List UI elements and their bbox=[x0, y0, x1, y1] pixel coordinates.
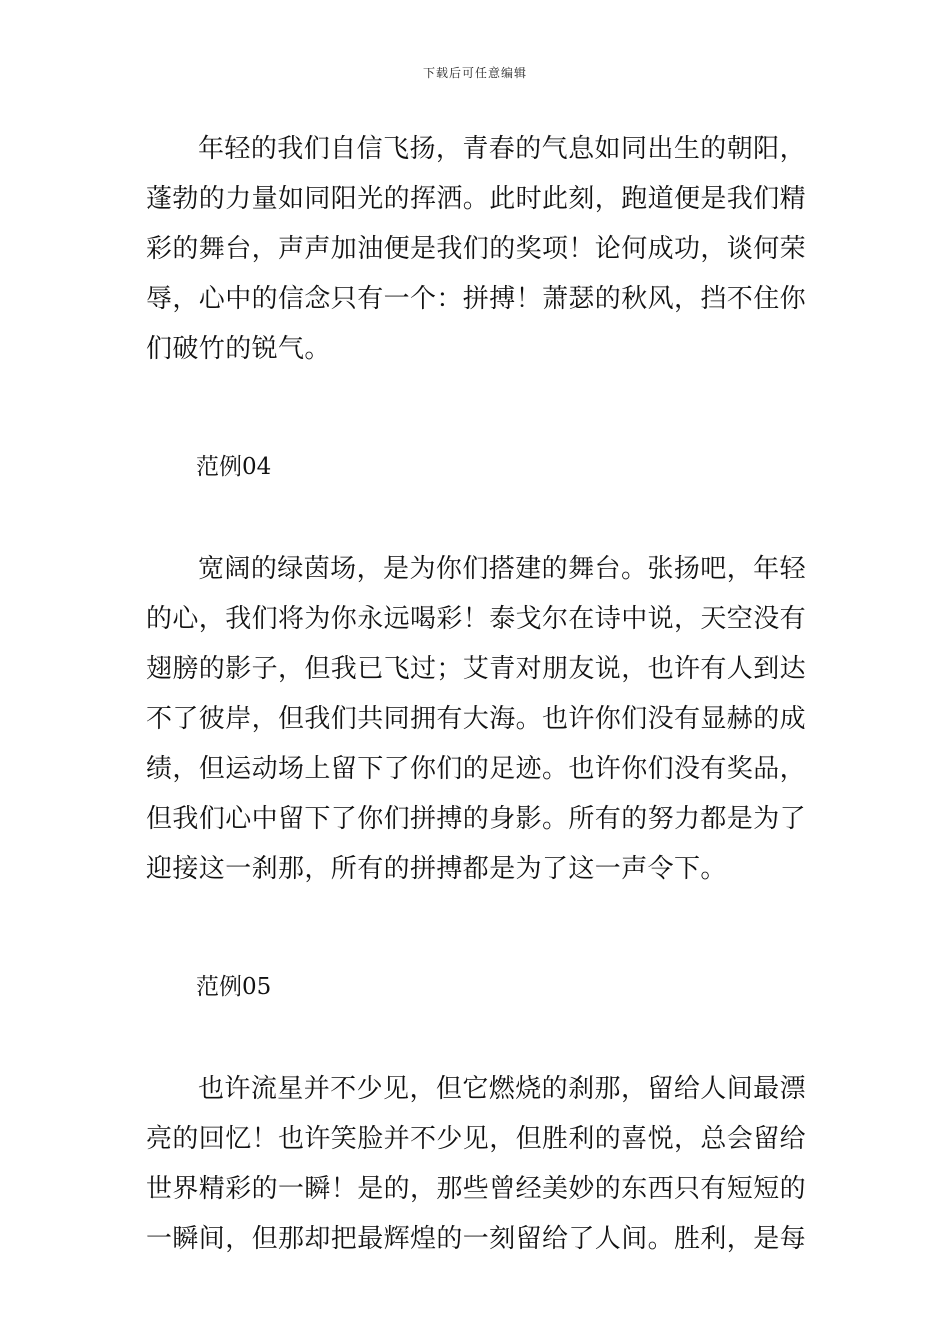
document-body bbox=[146, 124, 806, 1264]
paragraph-1: 年轻的我们自信飞扬，青春的气息如同出生的朝阳，蓬勃的力量如同阳光的挥洒。此时此刻，跑道便是我们精彩的舞台，声声加油便是我们的奖项！论何成功，谈何荣辱，心中的信念只有一个：拼搏！萧瑟的秋风，挡不住你们破竹的锐气。 bbox=[146, 134, 807, 364]
paragraph-3: 也许流星并不少见，但它燃烧的刹那，留给人间最漂亮的回忆！也许笑脸并不少见，但胜利的喜悦，总会留给世界精彩的一瞬！是的，那些曾经美妙的东西只有短短的一瞬间，但那却把最辉煌的一刻留给了人间。胜利，是每 bbox=[146, 1074, 807, 1254]
page-header: 下载后可任意编辑 bbox=[422, 66, 527, 80]
section-heading-05: 范例05 bbox=[196, 974, 272, 1000]
paragraph-2: 宽阔的绿茵场，是为你们搭建的舞台。张扬吧，年轻的心，我们将为你永远喝彩！泰戈尔在诗中说，天空没有翅膀的影子，但我已飞过；艾青对朋友说，也许有人到达不了彼岸，但我们共同拥有大海。也许你们没有显赫的成绩，但运动场上留下了你们的足迹。也许你们没有奖品，但我们心中留下了你们拼搏的身影。所有的努力都是为了迎接这一刹那，所有的拼搏都是为了这一声令下。 bbox=[146, 554, 807, 884]
section-heading-04: 范例04 bbox=[196, 454, 272, 480]
